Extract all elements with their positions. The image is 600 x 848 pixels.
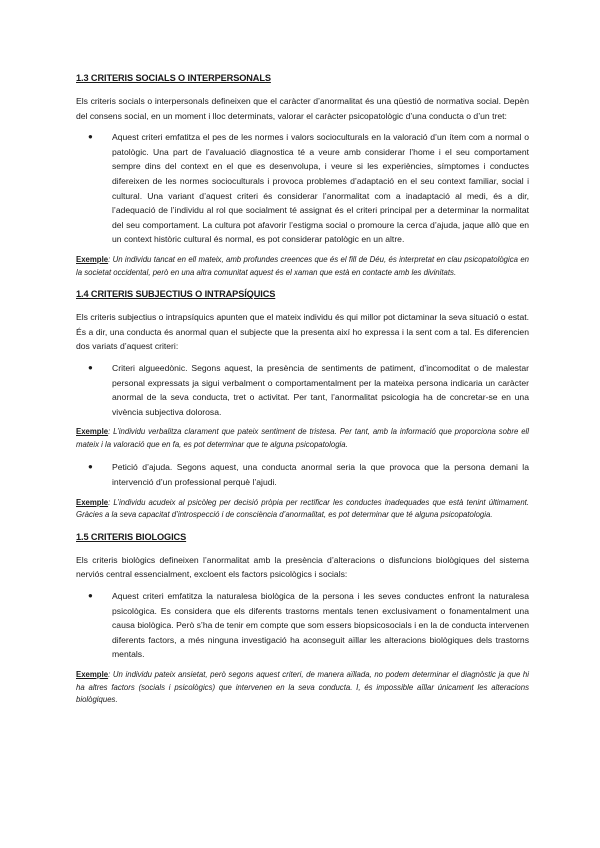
section-heading: 1.5 CRITERIS BIOLOGICS	[76, 531, 187, 542]
bullet-text: Aquest criteri emfatitza la naturalesa biològica de la persona i les seves conductes enfront la naturalesa psicològica. Es considera que els diferents trastorns mentals tenen exclusivament o fonamentalment una causa biològica. Però s’ha de tenir em compte que som essers biopsicosocials i en la de conducta intervenen diferents factors, a més ninguna investigació ha aconseguit aïllar les alteracions biològiques dels trastorns mentals.	[112, 591, 529, 660]
example-paragraph	[76, 669, 529, 707]
example-text: : L’individu acudeix al psicòleg per decisió pròpia per rectificar les conductes inadequades que està tenint últimament. Gràcies a la seva capacitat d’introspecció i de consciència d’anormalitat, es pot determinar que té alguna psicopatologia.	[76, 497, 529, 520]
section-social-criteria	[76, 72, 529, 279]
example-paragraph	[76, 254, 529, 279]
bullet-icon: ●	[88, 132, 93, 142]
bullet-icon: ●	[88, 362, 93, 372]
section-intro: Els criteris biològics defineixen l’anormalitat amb la presència d’alteracions o disfuncions biològiques del sistema nerviós central essencialment, excloent els factors psicològics i socials:	[76, 554, 529, 580]
bullet-item	[76, 589, 529, 662]
example-paragraph	[76, 497, 529, 522]
example-label: Exemple	[76, 427, 109, 437]
section-heading: 1.3 CRITERIS SOCIALS O INTERPERSONALS	[76, 73, 271, 83]
example-label: Exemple	[76, 670, 109, 679]
bullet-text: Criteri algueedònic. Segons aquest, la presència de sentiments de patiment, d’incomoditat o de malestar personal expressats ja sigui verbalment o comportamentalment per la mateixa persona indicaria un caràcter anormal de la seva conducta, tret o activitat. Per tant, l’anormalitat psicologia ha de concretar-se en una vivència subjectiva dolorosa.	[112, 362, 529, 417]
bullet-item	[76, 130, 529, 247]
example-text: : Un individu pateix ansietat, però segons aquest criteri, de manera aïllada, no podem determinar el diagnòstic ja que hi ha altres factors (socials i psicològics) que intervenen en la seva conducta. I, és impossible aïllar únicament les alteracions biològiques.	[76, 670, 529, 705]
section-intro: Els criteris socials o interpersonals defineixen que el caràcter d’anormalitat és una qüestió de normativa social. Depèn del consens social, en un moment i lloc determinats, valorar el caràcter psicopatològic d’una conducta o d’un tret:	[76, 96, 529, 121]
bullet-item	[76, 460, 529, 489]
bullet-text: Petició d’ajuda. Segons aquest, una conducta anormal seria la que provoca que la persona demani la intervenció d’un professional perquè l’ajudi.	[112, 462, 529, 488]
example-label: Exemple	[76, 254, 109, 264]
bullet-icon: ●	[88, 591, 93, 601]
example-label: Exemple	[76, 497, 109, 507]
section-heading: 1.4 CRITERIS SUBJECTIUS O INTRAPSÍQUICS	[76, 289, 276, 300]
example-paragraph	[76, 426, 529, 451]
section-intro: Els criteris subjectius o intrapsíquics apunten que el mateix individu és qui millor pot dictaminar la seva situació o estat. És a dir, una conducta és anormal quan el subjecte que la presenta així ho expressa i la sent com a tal. Es diferencien dos variats d’aquest criteri:	[76, 312, 529, 352]
bullet-item	[76, 361, 529, 419]
example-text: : Un individu tancat en ell mateix, amb profundes creences que és el fill de Déu, és interpretat en clau psicopatològica en la societat occidental, però en una altra comunitat aquest és el xaman que està en contacte amb les divinitats.	[76, 254, 529, 277]
section-biological-criteria	[76, 531, 529, 707]
example-text: : L’individu verbalitza clarament que pateix sentiment de tristesa. Per tant, amb la informació que proporciona sobre ell mateix i la valoració que en fa, es pot determinar que te alguna psicopatologia.	[76, 427, 529, 449]
section-subjective-criteria	[76, 288, 529, 522]
bullet-icon: ●	[88, 462, 93, 472]
bullet-text: Aquest criteri emfatitza el pes de les normes i valors socioculturals en la valoració d’un ítem com a normal o patològic. Una part de l’avaluació diagnostica té a veure amb considerar l’home i el seu comportament sempre dins del context en el que es desenvolupa, i veure si les experiències, símptomes i conductes difereixen de les normes socioculturals i provoca problemes d’adaptació en el seu context familiar, social i cultural. Una variant d’aquest criteri és considerar l’anormalitat com a inadaptació al medi, és a dir, l’adequació de l’individu al rol que socialment té assignat és el criteri principal per a determinar la normalitat del seu comportament. La cultura pot afavorir l’estigma social o promoure la cerca d’ajuda, jaque allò que en un context històric cultural és normal, es pot considerar patològic en un altre.	[112, 132, 529, 245]
